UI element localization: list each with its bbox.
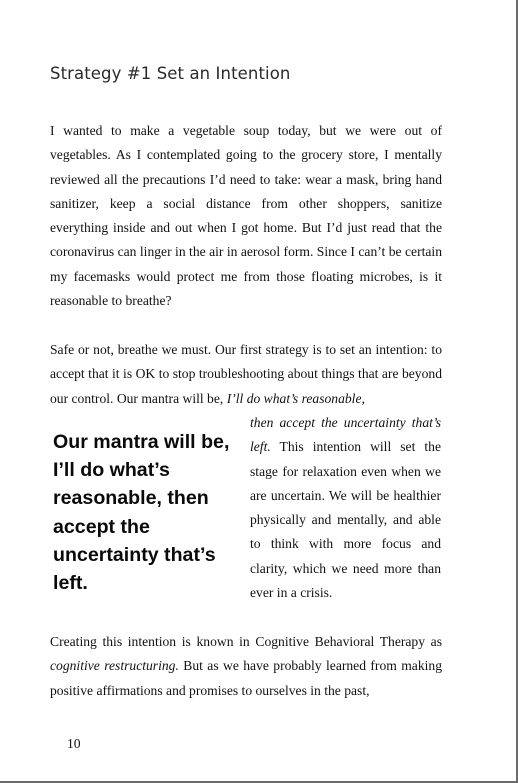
paragraph-2-continued xyxy=(250,411,441,605)
paragraph-3-lead: Creating this intention is known in Cognitive Behavioral Therapy as xyxy=(50,634,442,649)
paragraph-2-italic-2: then accept the uncertainty that’s left. xyxy=(250,415,441,455)
page-number: 10 xyxy=(67,736,81,751)
section-heading: Strategy #1 Set an Intention xyxy=(50,64,291,83)
paragraph-1: I wanted to make a vegetable soup today, but we were out of vegetables. As I contemplated going to the grocery store, I mentally reviewed all the precautions I’d need to take: wear a mask, bring hand sanitizer, keep a social distance from other shoppers, sanitize everything inside and out when I got home. But I’d just read that the coronavirus can linger in the air in aerosol form. Since I can’t be certain my facemasks would protect me from those floating microbes, is it reasonable to breathe? xyxy=(50,123,442,309)
paragraph-2-lead: Safe or not, breathe we must. Our first strategy is to set an intention: to accept that it is OK to stop troubleshooting about things that are beyond our control. Our mantra will be, xyxy=(50,342,442,406)
paragraph-2-italic-1: I’ll do what’s reasonable, xyxy=(226,390,365,406)
paragraph-3-rest: But as we have probably learned from making positive affirmations and promises to ourselves in the past, xyxy=(50,658,442,698)
paragraph-3-italic: cognitive restructuring. xyxy=(50,658,179,674)
paragraph-3 xyxy=(50,630,442,703)
paragraph-2-rest: This intention will set the stage for relaxation even when we are uncertain. We will be healthier physically and mentally, and able to think with more focus and clarity, which we need more than ever in a crisis. xyxy=(250,439,441,601)
pull-quote: Our mantra will be, I’ll do what’s reasonable, then accept the uncertainty that’s left. xyxy=(53,431,230,595)
paragraph-2 xyxy=(50,338,442,411)
